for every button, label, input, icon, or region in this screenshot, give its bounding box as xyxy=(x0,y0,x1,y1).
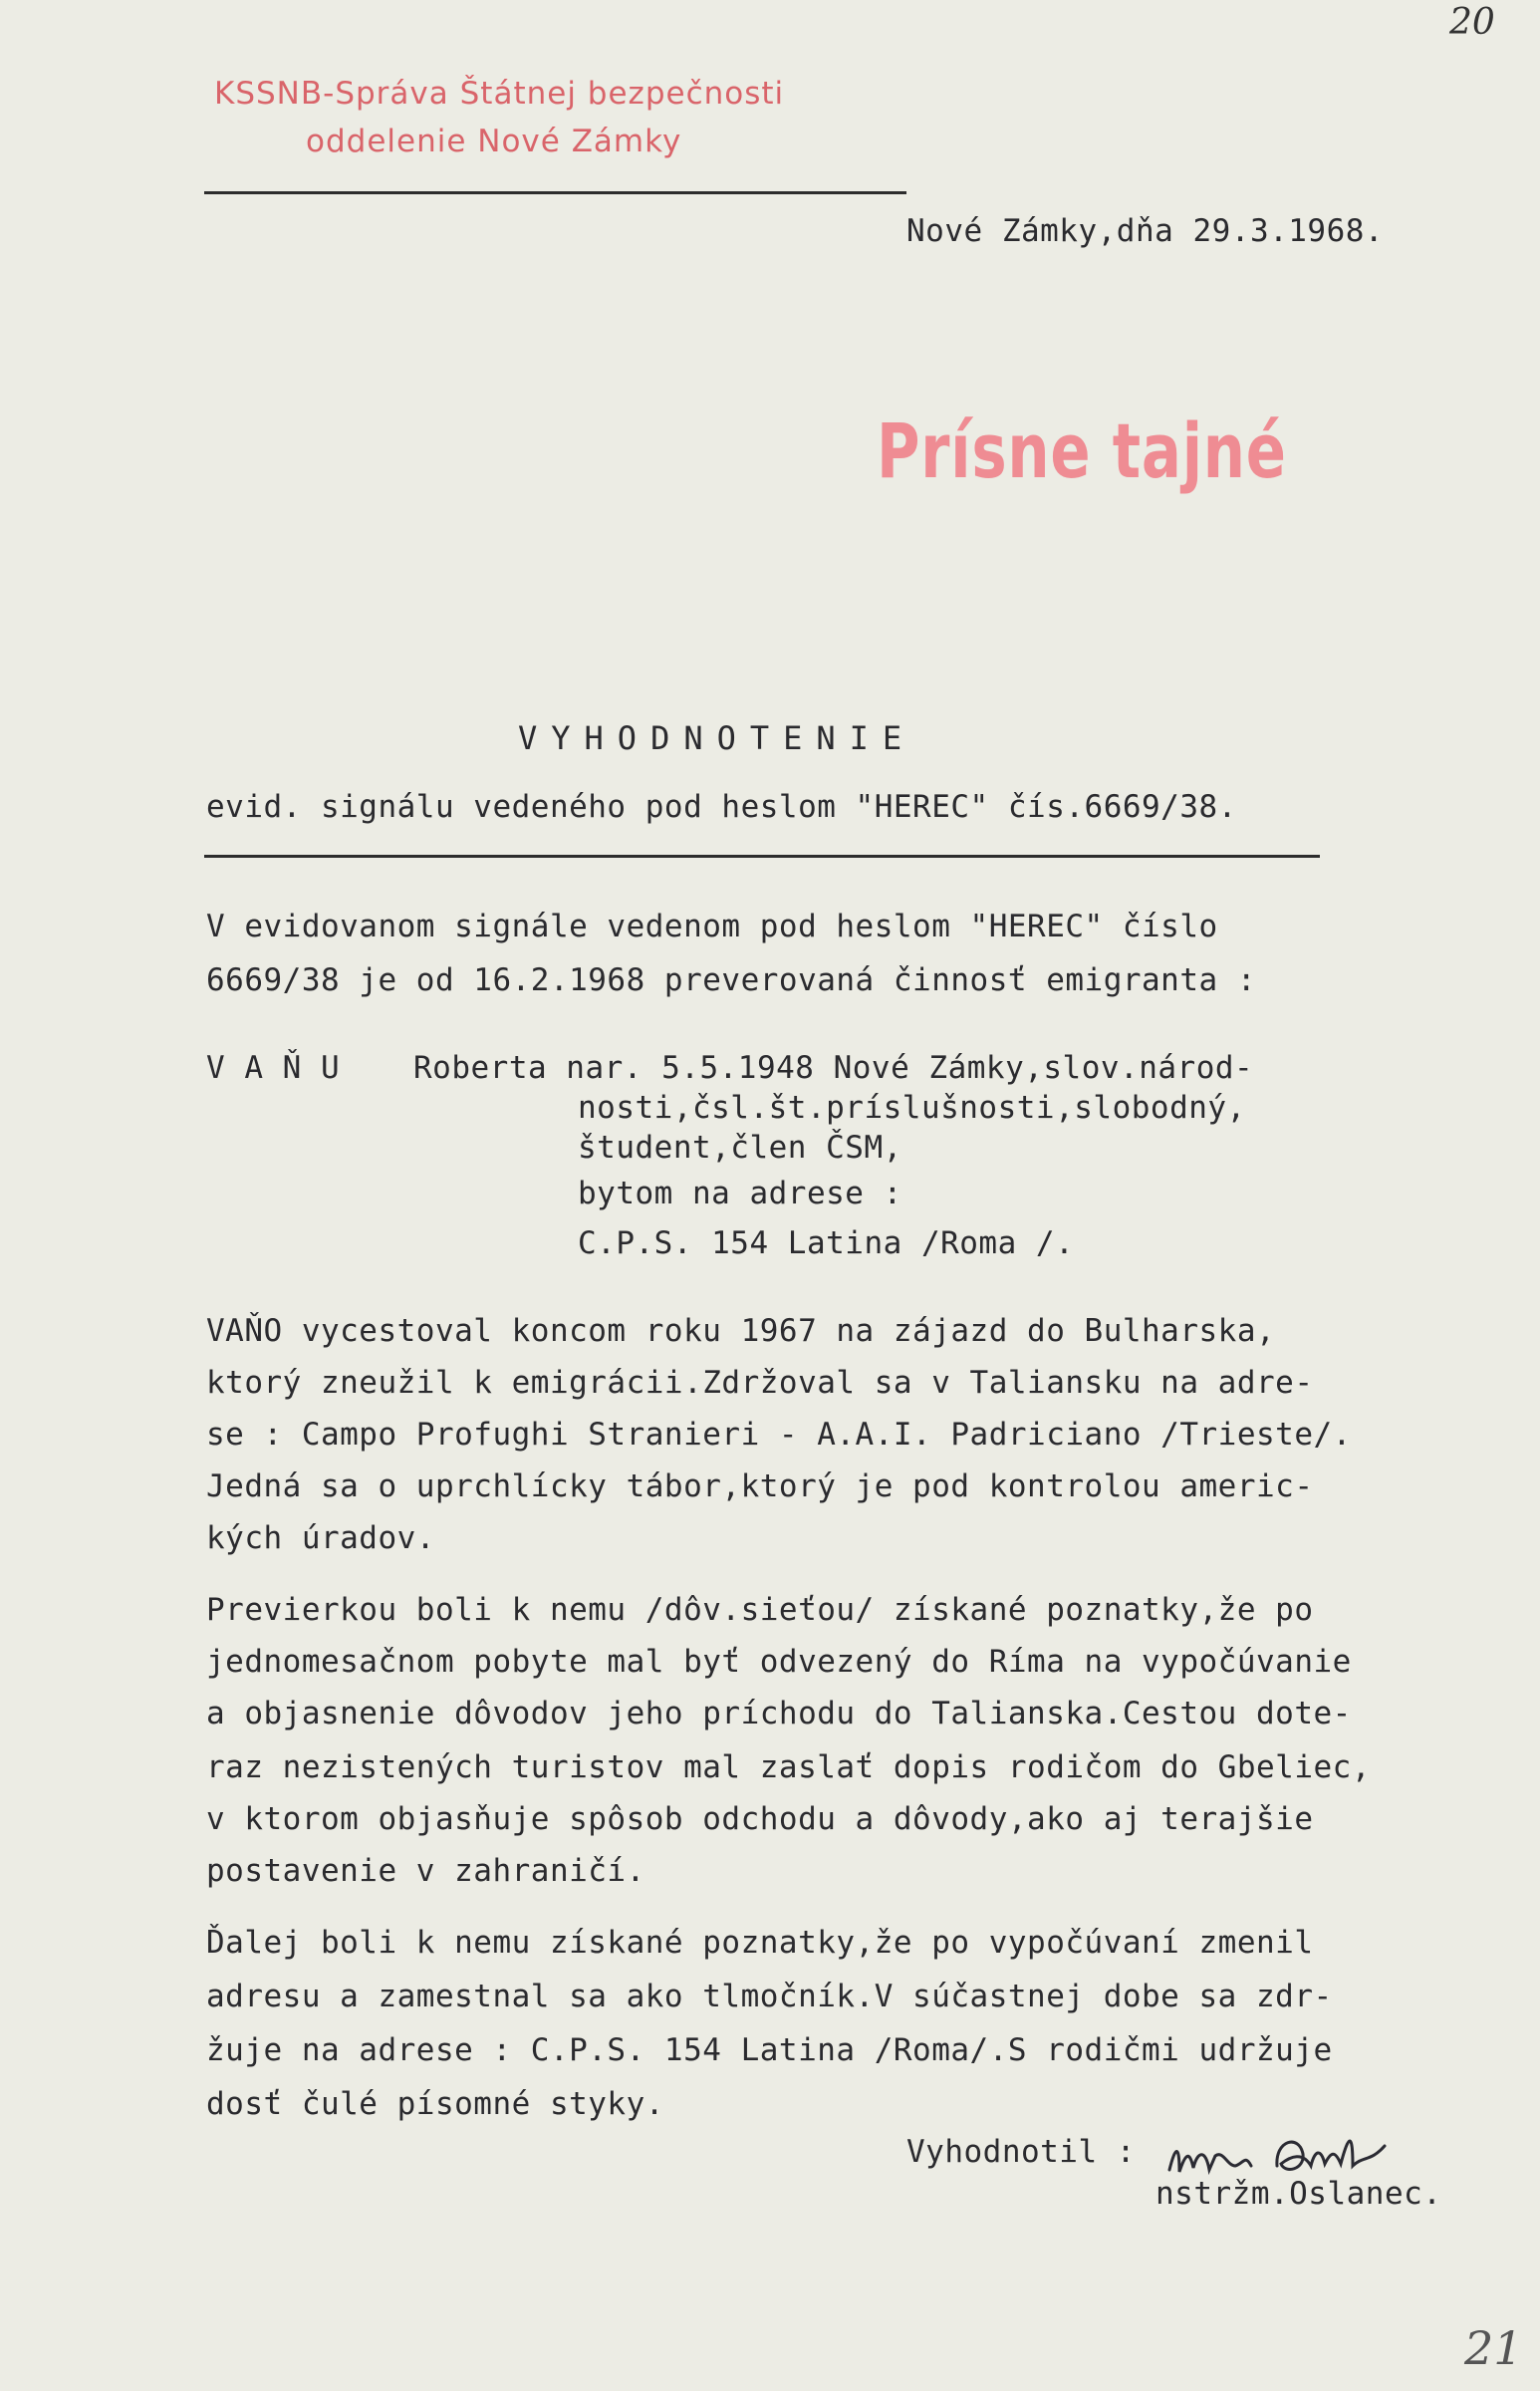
document-subtitle: evid. signálu vedeného pod heslom "HEREC" čís.6669/38. xyxy=(206,789,1237,825)
paragraph-line: Jedná sa o uprchlícky tábor,ktorý je pod kontrolou americ- xyxy=(206,1468,1314,1504)
header-stamp-line1: KSSNB-Správa Štátnej bezpečnosti xyxy=(214,76,785,112)
intro-line: 6669/38 je od 16.2.1968 preverovaná činnosť emigranta : xyxy=(206,962,1256,998)
document-title: VYHODNOTENIE xyxy=(518,719,916,757)
paragraph-line: kých úradov. xyxy=(206,1520,435,1556)
header-rule xyxy=(204,191,906,194)
person-detail: študent,člen ČSM, xyxy=(578,1130,902,1166)
place-date: Nové Zámky,dňa 29.3.1968. xyxy=(906,213,1385,249)
paragraph-line: dosť čulé písomné styky. xyxy=(206,2086,664,2122)
evaluator-label: Vyhodnotil : xyxy=(906,2134,1136,2170)
person-detail: bytom na adrese : xyxy=(578,1176,902,1211)
person-detail: C.P.S. 154 Latina /Roma /. xyxy=(578,1225,1075,1261)
evaluator-name: nstržm.Oslanec. xyxy=(1155,2176,1442,2212)
paragraph-line: postavenie v zahraničí. xyxy=(206,1853,645,1889)
paragraph-line: a objasnenie dôvodov jeho príchodu do Talianska.Cestou dote- xyxy=(206,1696,1352,1731)
paragraph-line: adresu a zamestnal sa ako tlmočník.V súčastnej dobe sa zdr- xyxy=(206,1979,1333,2014)
paragraph-line: ktorý zneužil k emigrácii.Zdržoval sa v Taliansku na adre- xyxy=(206,1365,1314,1401)
paragraph-line: Previerkou boli k nemu /dôv.sieťou/ získané poznatky,že po xyxy=(206,1592,1314,1628)
title-rule xyxy=(204,855,1320,858)
intro-line: V evidovanom signále vedenom pod heslom "HEREC" číslo xyxy=(206,909,1218,944)
paragraph-line: raz nezistených turistov mal zaslať dopis rodičom do Gbeliec, xyxy=(206,1749,1371,1785)
person-detail: Roberta nar. 5.5.1948 Nové Zámky,slov.národ- xyxy=(413,1050,1254,1086)
page-number: 20 xyxy=(1449,2,1495,43)
paragraph-line: VAŇO vycestoval koncom roku 1967 na zájazd do Bulharska, xyxy=(206,1313,1276,1349)
header-stamp-line2: oddelenie Nové Zámky xyxy=(306,124,682,159)
classification-stamp: Prísne tajné xyxy=(877,406,1287,495)
paragraph-line: v ktorom objasňuje spôsob odchodu a dôvody,ako aj terajšie xyxy=(206,1801,1314,1837)
paragraph-line: jednomesačnom pobyte mal byť odvezený do Ríma na vypočúvanie xyxy=(206,1644,1352,1680)
paragraph-line: se : Campo Profughi Stranieri - A.A.I. Padriciano /Trieste/. xyxy=(206,1417,1352,1453)
person-surname: V A Ň U xyxy=(206,1050,341,1086)
paragraph-line: žuje na adrese : C.P.S. 154 Latina /Roma/.S rodičmi udržuje xyxy=(206,2032,1333,2068)
person-detail: nosti,čsl.št.príslušnosti,slobodný, xyxy=(578,1090,1246,1126)
paragraph-line: Ďalej boli k nemu získané poznatky,že po vypočúvaní zmenil xyxy=(206,1925,1314,1961)
footer-number: 21 xyxy=(1464,2321,1523,2375)
header-stamp xyxy=(214,70,784,165)
